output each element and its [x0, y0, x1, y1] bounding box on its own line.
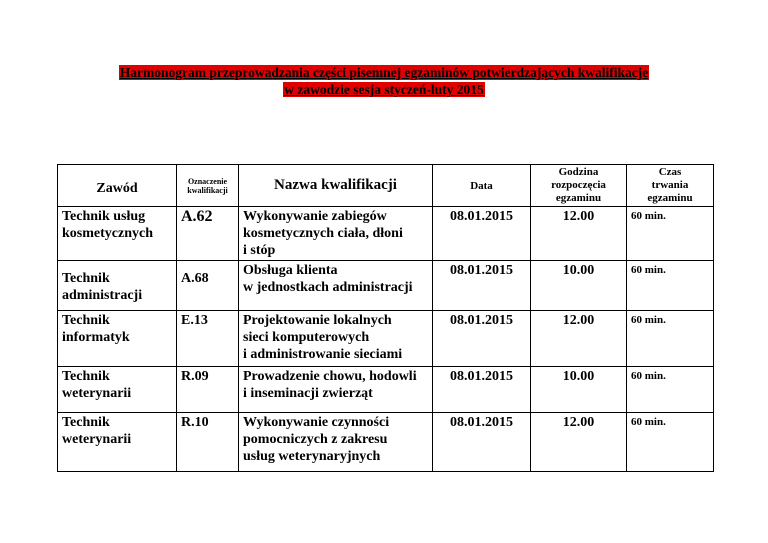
nazwa-line-1: Prowadzenie chowu, hodowli [243, 369, 417, 384]
cell-zawod [58, 261, 177, 311]
header-czas-line-2: trwania [651, 179, 689, 191]
header-czas-line-3: egzaminu [647, 192, 693, 204]
table-row [58, 261, 714, 311]
zawod-line-1: Technik [62, 369, 110, 384]
header-czas-line-1: Czas [658, 166, 682, 178]
cell-kod: A.62 [177, 207, 239, 261]
nazwa-line-2: pomocniczych z zakresu [243, 432, 388, 447]
header-godzina [531, 165, 627, 207]
cell-nazwa [239, 261, 433, 311]
header-godzina-line-2: rozpoczęcia [551, 179, 606, 191]
cell-godzina: 12.00 [531, 311, 627, 367]
nazwa-line-2: sieci komputerowych [243, 330, 370, 345]
header-godzina-line-1: Godzina [558, 166, 599, 178]
cell-zawod [58, 367, 177, 413]
zawod-line-1: Technik usług [62, 209, 146, 224]
cell-godzina: 10.00 [531, 261, 627, 311]
cell-data: 08.01.2015 [433, 207, 531, 261]
cell-czas: 60 min. [627, 261, 714, 311]
nazwa-line-1: Projektowanie lokalnych [243, 313, 392, 328]
cell-nazwa [239, 311, 433, 367]
cell-czas: 60 min. [627, 367, 714, 413]
table-header-row [58, 165, 714, 207]
document-title [0, 64, 768, 98]
nazwa-line-1: Wykonywanie czynności [243, 415, 390, 430]
nazwa-line-2: kosmetycznych ciała, dłoni [243, 226, 403, 241]
cell-czas: 60 min. [627, 207, 714, 261]
cell-data: 08.01.2015 [433, 367, 531, 413]
exam-schedule-table [57, 164, 714, 472]
cell-zawod [58, 413, 177, 472]
header-nazwa: Nazwa kwalifikacji [239, 165, 433, 207]
zawod-line-2: informatyk [62, 330, 130, 345]
cell-data: 08.01.2015 [433, 311, 531, 367]
cell-zawod [58, 311, 177, 367]
nazwa-line-3: i stóp [243, 243, 276, 258]
nazwa-line-3: i administrowanie sieciami [243, 347, 403, 362]
table-row [58, 311, 714, 367]
header-zawod: Zawód [58, 165, 177, 207]
zawod-line-1: Technik [62, 415, 110, 430]
nazwa-line-2: i inseminacji zwierząt [243, 386, 373, 401]
nazwa-line-1: Wykonywanie zabiegów [243, 209, 387, 224]
title-line-2: w zawodzie sesja styczeń-luty 2015 [284, 82, 484, 97]
cell-nazwa [239, 413, 433, 472]
cell-kod: R.09 [177, 367, 239, 413]
header-oznaczenie-line-2: kwalifikacji [187, 185, 228, 195]
header-oznaczenie-line-1: Oznaczenie [187, 176, 228, 186]
cell-nazwa [239, 367, 433, 413]
zawod-line-1: Technik [62, 271, 110, 286]
cell-godzina: 12.00 [531, 207, 627, 261]
zawod-line-2: weterynarii [62, 386, 132, 401]
cell-nazwa [239, 207, 433, 261]
cell-zawod [58, 207, 177, 261]
title-line-1: Harmonogram przeprowadzania części pisemnej egzaminów potwierdzających kwalifikacje [119, 65, 649, 80]
zawod-line-2: weterynarii [62, 432, 132, 447]
nazwa-line-3: usług weterynaryjnych [243, 449, 381, 464]
cell-godzina: 10.00 [531, 367, 627, 413]
cell-kod: E.13 [177, 311, 239, 367]
zawod-line-2: administracji [62, 288, 143, 303]
table-row [58, 367, 714, 413]
nazwa-line-1: Obsługa klienta [243, 263, 338, 278]
zawod-line-1: Technik [62, 313, 110, 328]
cell-godzina: 12.00 [531, 413, 627, 472]
cell-czas: 60 min. [627, 413, 714, 472]
cell-kod: R.10 [177, 413, 239, 472]
cell-czas: 60 min. [627, 311, 714, 367]
header-godzina-line-3: egzaminu [555, 192, 602, 204]
cell-kod: A.68 [177, 261, 239, 311]
header-oznaczenie [177, 165, 239, 207]
zawod-line-2: kosmetycznych [62, 226, 153, 241]
table-row [58, 413, 714, 472]
header-czas [627, 165, 714, 207]
nazwa-line-2: w jednostkach administracji [243, 280, 413, 295]
cell-data: 08.01.2015 [433, 413, 531, 472]
header-data: Data [433, 165, 531, 207]
table-row [58, 207, 714, 261]
cell-data: 08.01.2015 [433, 261, 531, 311]
